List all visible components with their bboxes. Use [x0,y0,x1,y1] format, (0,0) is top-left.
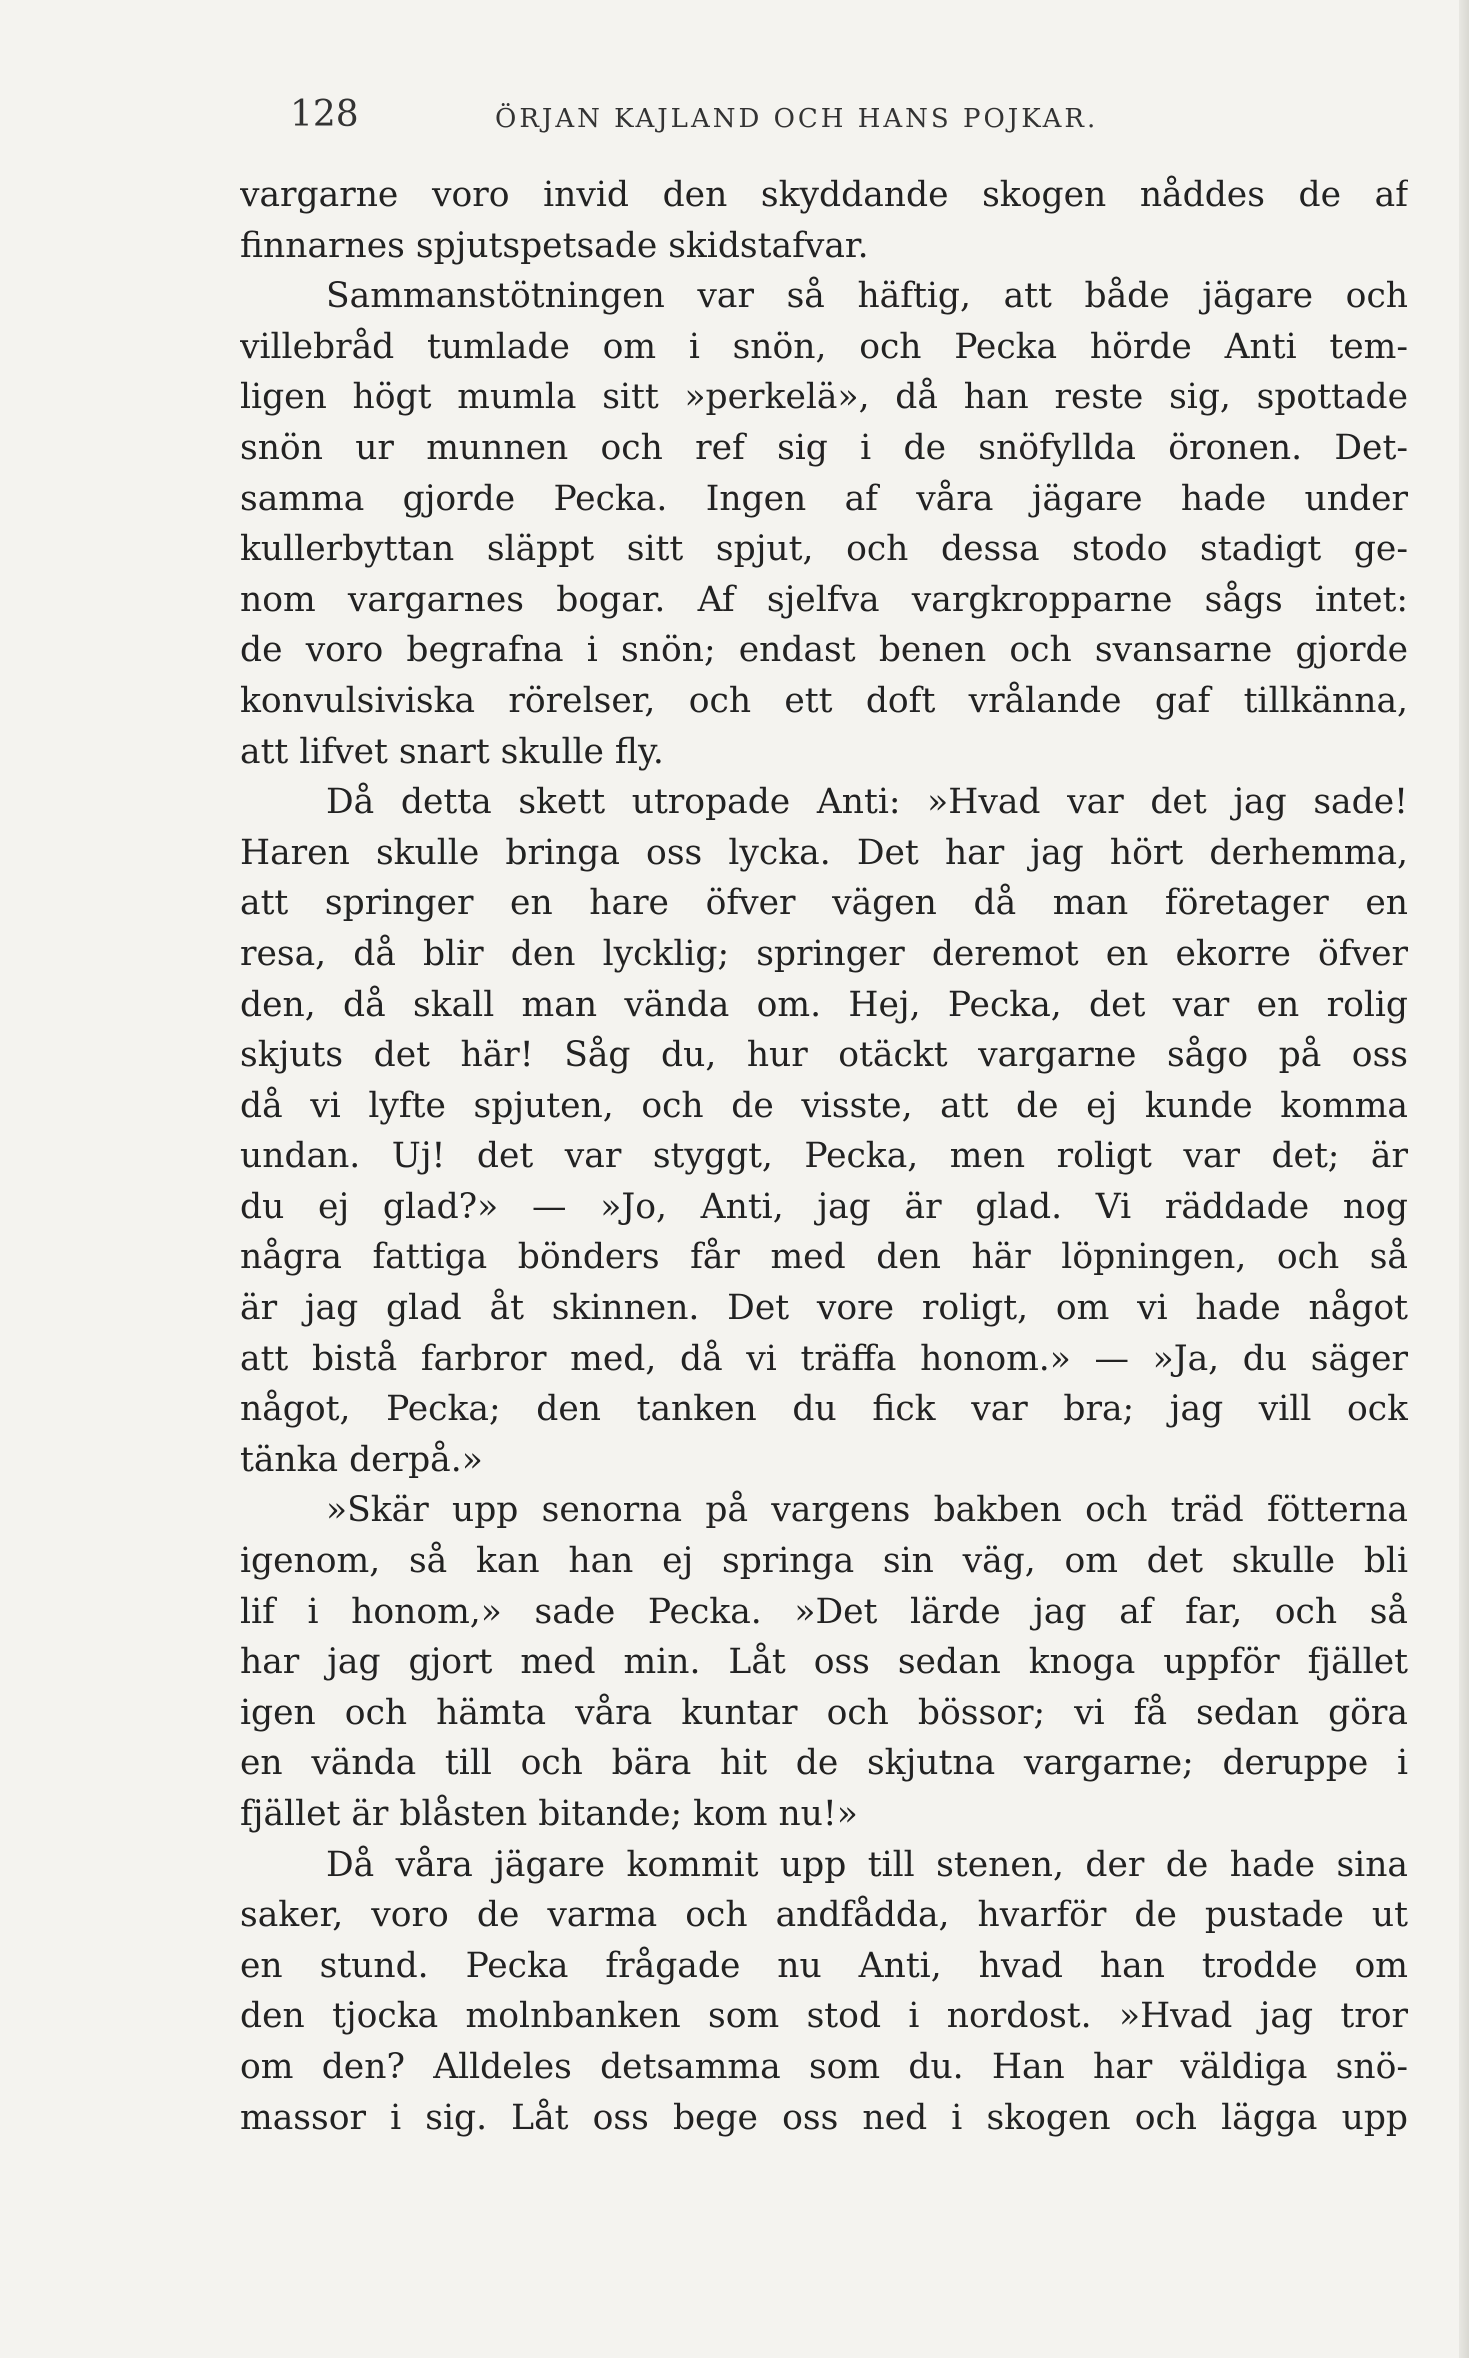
text-line: undan. Uj! det var styggt, Pecka, men roligt var det; är [240,1136,1408,1177]
text-line: har jag gjort med min. Låt oss sedan knoga uppför fjället [240,1642,1408,1683]
text-line: saker, voro de varma och andfådda, hvarför de pustade ut [240,1895,1408,1936]
text-line: är jag glad åt skinnen. Det vore roligt, om vi hade något [240,1288,1408,1329]
text-line: skjuts det här! Såg du, hur otäckt vargarne sågo på oss [240,1035,1408,1076]
text-line: lif i honom,» sade Pecka. »Det lärde jag af far, och så [240,1591,1408,1632]
text-line: tänka derpå.» [240,1439,483,1480]
running-header [290,90,1170,140]
text-line: »Skär upp senorna på vargens bakben och träd fötterna [326,1490,1408,1531]
text-line: Sammanstötningen var så häftig, att både jägare och [326,276,1408,317]
text-line: något, Pecka; den tanken du fick var bra; jag vill ock [240,1389,1408,1430]
text-line: den, då skall man vända om. Hej, Pecka, det var en rolig [240,984,1408,1025]
text-line: en vända till och bära hit de skjutna vargarne; deruppe i [240,1743,1408,1784]
text-line: ligen högt mumla sitt »perkelä», då han reste sig, spottade [240,377,1408,418]
text-line: villebråd tumlade om i snön, och Pecka hörde Anti tem- [240,326,1408,367]
text-line: du ej glad?» — »Jo, Anti, jag är glad. Vi räddade nog [240,1186,1408,1227]
page-number: 128 [290,94,359,135]
text-line: den tjocka molnbanken som stod i nordost. »Hvad jag tror [240,1996,1408,2037]
text-line: konvulsiviska rörelser, och ett doft vrålande gaf tillkänna, [240,680,1408,721]
text-line: då vi lyfte spjuten, och de visste, att de ej kunde komma [240,1085,1408,1126]
page-edge [1459,0,1469,2358]
text-line: massor i sig. Låt oss bege oss ned i skogen och lägga upp [240,2097,1408,2138]
text-line: igen och hämta våra kuntar och bössor; vi få sedan göra [240,1692,1408,1733]
text-line: några fattiga bönders får med den här löpningen, och så [240,1237,1408,1278]
text-line: nom vargarnes bogar. Af sjelfva vargkropparne sågs intet: [240,579,1408,620]
text-line: att bistå farbror med, då vi träffa honom.» — »Ja, du säger [240,1338,1408,1379]
text-line: snön ur munnen och ref sig i de snöfyllda öronen. Det- [240,427,1408,468]
text-line: en stund. Pecka frågade nu Anti, hvad han trodde om [240,1945,1408,1986]
text-line: Haren skulle bringa oss lycka. Det har jag hört derhemma, [240,832,1408,873]
text-line: samma gjorde Pecka. Ingen af våra jägare hade under [240,478,1408,519]
text-line: de voro begrafna i snön; endast benen och svansarne gjorde [240,630,1408,671]
text-line: att lifvet snart skulle fly. [240,731,664,772]
text-line: fjället är blåsten bitande; kom nu!» [240,1794,858,1834]
text-line: Då våra jägare kommit upp till stenen, der de hade sina [326,1844,1408,1885]
running-title: ÖRJAN KAJLAND OCH HANS POJKAR. [495,104,1099,134]
text-line: att springer en hare öfver vägen då man företager en [240,883,1408,924]
body-text [240,170,1408,2143]
text-line: resa, då blir den lycklig; springer deremot en ekorre öfver [240,933,1408,974]
text-line: igenom, så kan han ej springa sin väg, om det skulle bli [240,1541,1408,1582]
text-line: vargarne voro invid den skyddande skogen nåddes de af [240,175,1408,215]
text-line: finnarnes spjutspetsade skidstafvar. [240,225,869,266]
text-line: Då detta skett utropade Anti: »Hvad var det jag sade! [326,782,1408,823]
text-line: kullerbyttan släppt sitt spjut, och dessa stodo stadigt ge- [240,529,1408,570]
text-line: om den? Alldeles detsamma som du. Han har väldiga snö- [240,2046,1408,2087]
